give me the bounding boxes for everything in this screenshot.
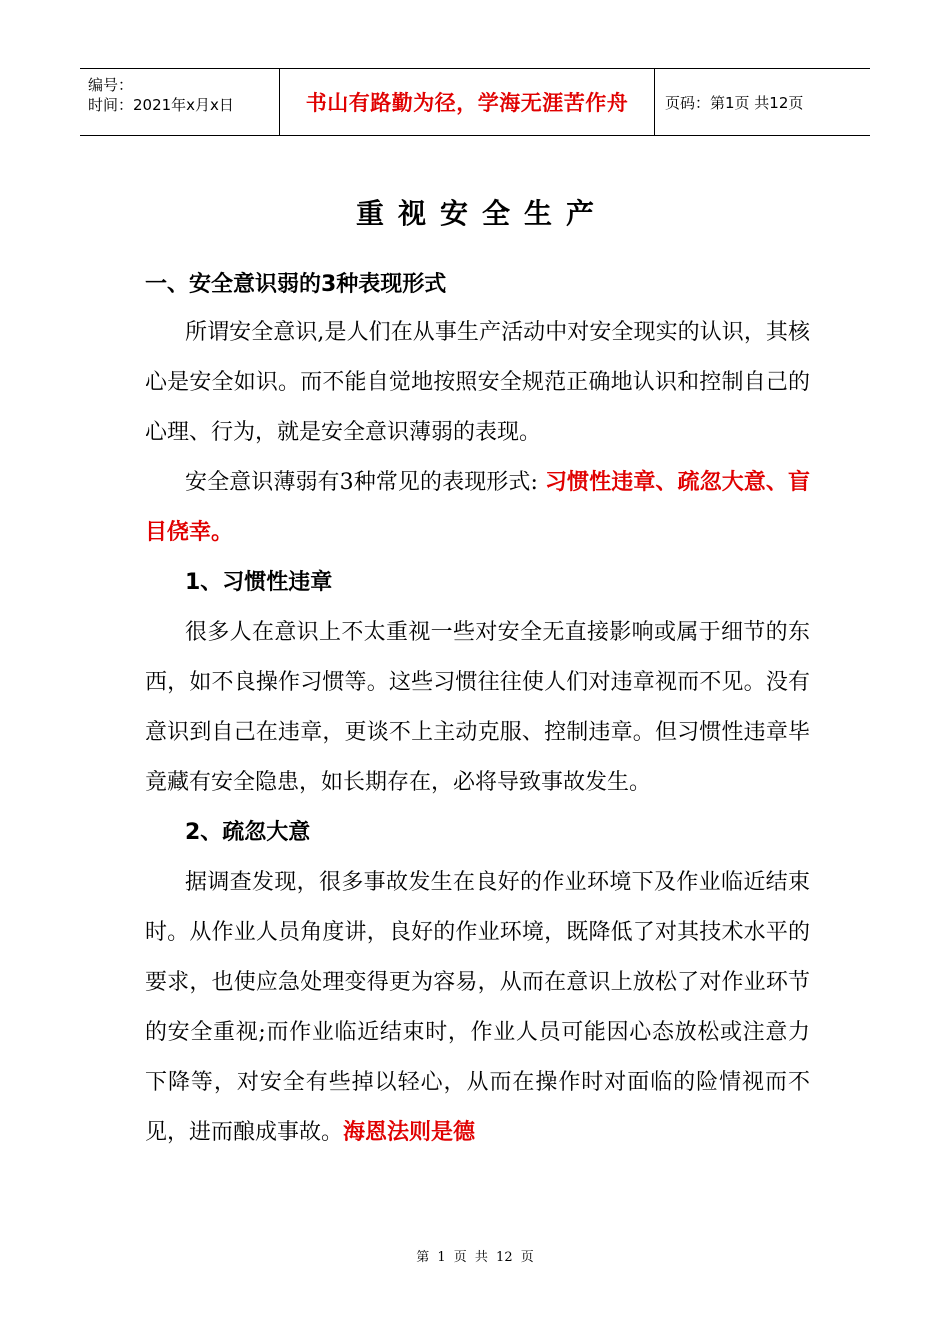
body-paragraph-forms <box>145 458 810 558</box>
body-paragraph: 所谓安全意识,是人们在从事生产活动中对安全现实的认识，其核心是安全如识。而不能自觉地按照安全规范正确地认识和控制自己的心理、行为，就是安全意识薄弱的表现。 <box>145 320 810 445</box>
paragraph-text: 据调查发现，很多事故发生在良好的作业环境下及作业临近结束时。从作业人员角度讲，良好的作业环境，既降低了对其技术水平的要求，也使应急处理变得更为容易，从而在意识上放松了对作业环节的安全重视;而作业临近结束时，作业人员可能因心态放松或注意力下降等，对安全有些掉以轻心，从而在操作时对面临的险情视而不见，进而酿成事故。 <box>145 870 810 1145</box>
highlighted-text: 习惯性违章、疏忽大意、盲目侥幸。 <box>145 470 810 545</box>
header-motto-cell <box>280 69 655 135</box>
body-paragraph: 很多人在意识上不太重视一些对安全无直接影响或属于细节的东西，如不良操作习惯等。这些习惯往往使人们对违章视而不见。没有意识到自己在违章，更谈不上主动克服、控制违章。但习惯性违章毕竟藏有安全隐患，如长期存在，必将导致事故发生。 <box>145 620 810 795</box>
subsection-heading: 2、疏忽大意 <box>185 820 311 845</box>
header-page-cell <box>655 69 870 135</box>
header-page-info: 页码：第1页 共12页 <box>665 93 804 112</box>
subsection-heading: 1、习惯性违章 <box>185 570 333 595</box>
document-number-label: 编号： <box>88 76 134 94</box>
header-meta-cell <box>80 69 280 135</box>
header-motto: 书山有路勤为径，学海无涯苦作舟 <box>305 91 629 115</box>
section-heading: 一、安全意识弱的3种表现形式 <box>145 272 447 297</box>
document-date-label: 时间：2021年x月x日 <box>88 96 234 114</box>
document-title: 重视安全生产 <box>355 197 608 230</box>
document-body <box>145 262 810 1158</box>
page-footer: 第 1 页 共 12 页 <box>416 1250 534 1265</box>
paragraph-text: 安全意识薄弱有3种常见的表现形式: <box>185 470 545 495</box>
header-table <box>80 68 870 136</box>
highlighted-text: 海恩法则是德 <box>343 1120 476 1145</box>
body-paragraph-negligence <box>145 858 810 1158</box>
